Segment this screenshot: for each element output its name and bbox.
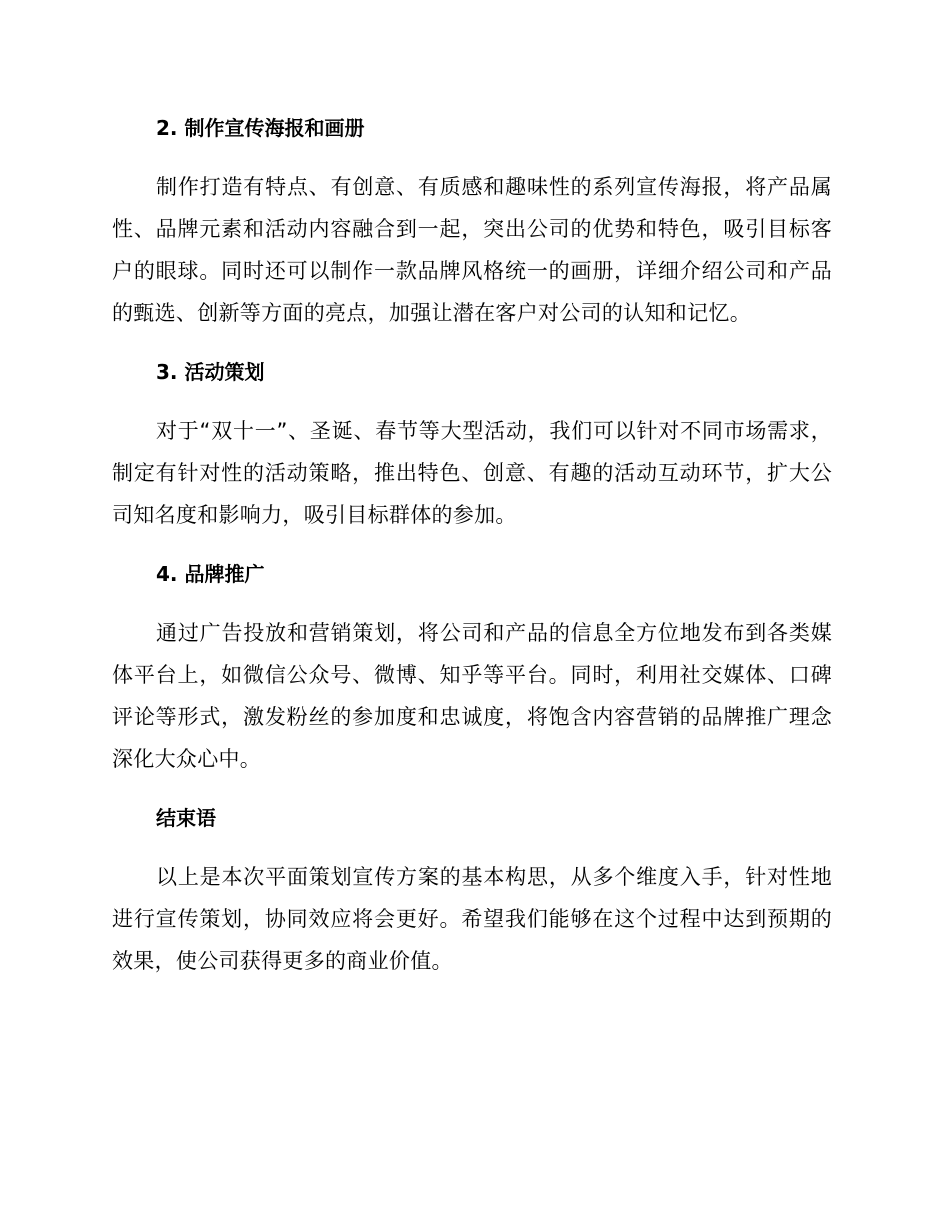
section-body-posters: 制作打造有特点、有创意、有质感和趣味性的系列宣传海报，将产品属性、品牌元素和活动内容融合到一起，突出公司的优势和特色，吸引目标客户的眼球。同时还可以制作一款品牌风格统一的画册，详细介绍公司和产品的甄选、创新等方面的亮点，加强让潜在客户对公司的认知和记忆。	[112, 175, 832, 325]
section-heading-posters: 2. 制作宣传海报和画册	[156, 116, 365, 140]
section-body-brand-promotion: 通过广告投放和营销策划，将公司和产品的信息全方位地发布到各类媒体平台上，如微信公众号、微博、知乎等平台。同时，利用社交媒体、口碑评论等形式，激发粉丝的参加度和忠诚度，将饱含内容营销的品牌推广理念深化大众心中。	[112, 621, 832, 771]
section-body-event-planning: 对于“双十一”、圣诞、春节等大型活动，我们可以针对不同市场需求，制定有针对性的活动策略，推出特色、创意、有趣的活动互动环节，扩大公司知名度和影响力，吸引目标群体的参加。	[112, 419, 832, 527]
section-body-conclusion: 以上是本次平面策划宣传方案的基本构思，从多个维度入手，针对性地进行宣传策划，协同效应将会更好。希望我们能够在这个过程中达到预期的效果，使公司获得更多的商业价值。	[112, 865, 832, 973]
section-heading-brand-promotion: 4. 品牌推广	[156, 562, 265, 586]
section-heading-conclusion: 结束语	[156, 806, 216, 830]
document-content	[112, 106, 832, 982]
section-heading-event-planning: 3. 活动策划	[156, 360, 265, 384]
